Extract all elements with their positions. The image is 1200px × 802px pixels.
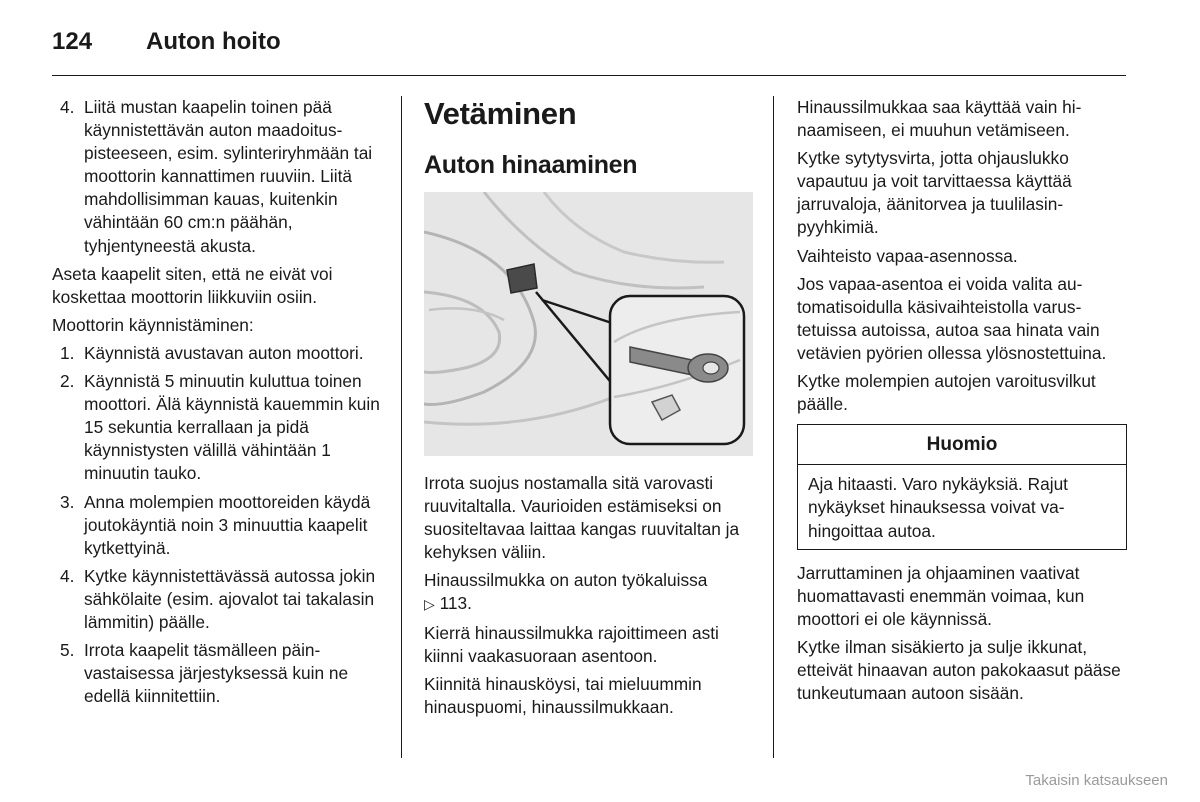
list-item-text: Irrota kaapelit täsmälleen päinvastaisessa järjestyksessä kuin ne edellä kiinnitettiin. xyxy=(84,640,349,707)
list-item-text: Liitä mustan kaapelin toinen pää käynnistettävän auton maadoituspisteeseen, esim. sylinteriryhmään tai moottorin kannattimen ruuviin. Liitä mahdollisimman kauas, kuitenkin vähintään 60 cm:n päähän, tyhjentyneestä akusta. xyxy=(84,97,373,256)
list-item xyxy=(52,96,382,258)
paragraph xyxy=(424,569,756,616)
column-3 xyxy=(797,96,1127,710)
header-rule xyxy=(52,75,1126,76)
column-1 xyxy=(52,96,382,713)
caution-note xyxy=(797,424,1127,549)
list-item xyxy=(52,491,382,560)
page-number: 124 xyxy=(52,28,93,55)
paragraph: Kytke ilman sisäkierto ja sulje ikkunat, etteivät hinaavan auton pakokaasut pääse tunkeutumaan autoon sisään. xyxy=(797,636,1121,704)
paragraph: Moottorin käynnistäminen: xyxy=(52,314,254,335)
heading-towing: Vetäminen xyxy=(424,96,577,131)
paragraph: Jarruttaminen ja ohjaaminen vaativat huomattavasti enemmän voimaa, kun moottori ei ole käynnissä. xyxy=(797,562,1085,629)
start-steps-list xyxy=(52,342,382,708)
list-item xyxy=(52,342,382,365)
heading-car-towing: Auton hinaaminen xyxy=(424,151,638,179)
list-item-text: Käynnistä 5 minuutin kuluttua toinen moottori. Älä käynnistä kauemmin kuin 15 sekuntia kerrallaan ja pidä käynnistysten välillä vähintään 1 minuutin tauko. xyxy=(84,371,380,484)
list-item-number: 2. xyxy=(60,371,75,392)
list-item-number: 4. xyxy=(60,97,75,117)
list-item-text: Anna molempien moottoreiden käydä joutokäyntiä noin 3 minuuttia kaapelit kytkettyinä. xyxy=(84,491,371,558)
list-item-text: Käynnistä avustavan auton moottori. xyxy=(84,342,364,363)
paragraph: Irrota suojus nostamalla sitä varovasti ruuvitaltalla. Vaurioiden estämiseksi on suositeltavaa laittaa kangas ruuvitaltan ja kehyksen väliin. xyxy=(424,473,740,563)
paragraph: Aseta kaapelit siten, että ne eivät voi koskettaa moottorin liikkuviin osiin. xyxy=(52,263,333,307)
paragraph: Kytke molempien autojen varoitusvilkut päälle. xyxy=(797,371,1096,415)
list-item-number: 3. xyxy=(60,491,75,512)
paragraph: Vaihteisto vapaa-asennossa. xyxy=(797,245,1018,266)
page-reference[interactable]: 113. xyxy=(439,593,472,614)
section-title: Auton hoito xyxy=(146,28,281,55)
list-item xyxy=(52,370,382,485)
page-header xyxy=(52,22,281,62)
list-item xyxy=(52,565,382,634)
list-item-text: Kytke käynnistettävässä autossa jokin sähkölaite (esim. ajovalot tai takalasin lämmitin) päälle. xyxy=(84,565,376,632)
paragraph: Hinaussilmukkaa saa käyttää vain hinaamiseen, ei muuhun vetämiseen. xyxy=(797,97,1082,141)
back-to-overview-link[interactable]: Takaisin katsaukseen xyxy=(1025,772,1168,789)
arrow-ref-icon: ▷ xyxy=(424,596,435,613)
list-item xyxy=(52,639,382,708)
note-body: Aja hitaasti. Varo nykäyksiä. Rajut nykäykset hinauksessa voivat vahingoittaa autoa. xyxy=(808,474,1068,541)
column-divider-2 xyxy=(773,96,774,758)
paragraph: Kytke sytytysvirta, jotta ohjauslukko vapautuu ja voit tarvittaessa käyttää jarruvaloja, äänitorvea ja tuulilasinpyyhkimiä. xyxy=(797,148,1072,238)
list-item-number: 4. xyxy=(60,565,75,586)
list-item-number: 5. xyxy=(60,640,75,661)
paragraph: Kiinnitä hinausköysi, tai mieluummin hinauspuomi, hinaussilmukkaan. xyxy=(424,673,702,717)
paragraph: Kierrä hinaussilmukka rajoittimeen asti kiinni vaakasuoraan asentoon. xyxy=(424,622,719,666)
paragraph-text: Hinaussilmukka on auton työkaluissa xyxy=(424,570,708,591)
column-2 xyxy=(424,96,756,724)
column-divider-1 xyxy=(401,96,402,758)
towing-eye-illustration xyxy=(424,192,753,456)
list-item-number: 1. xyxy=(60,342,75,363)
note-title: Huomio xyxy=(798,425,1126,465)
paragraph: Jos vapaa-asentoa ei voida valita automatisoidulla käsivaihteistolla varustetuissa autoissa, autoa saa hinata vain vetävien pyörien ollessa ylösnostettuina. xyxy=(797,273,1107,363)
